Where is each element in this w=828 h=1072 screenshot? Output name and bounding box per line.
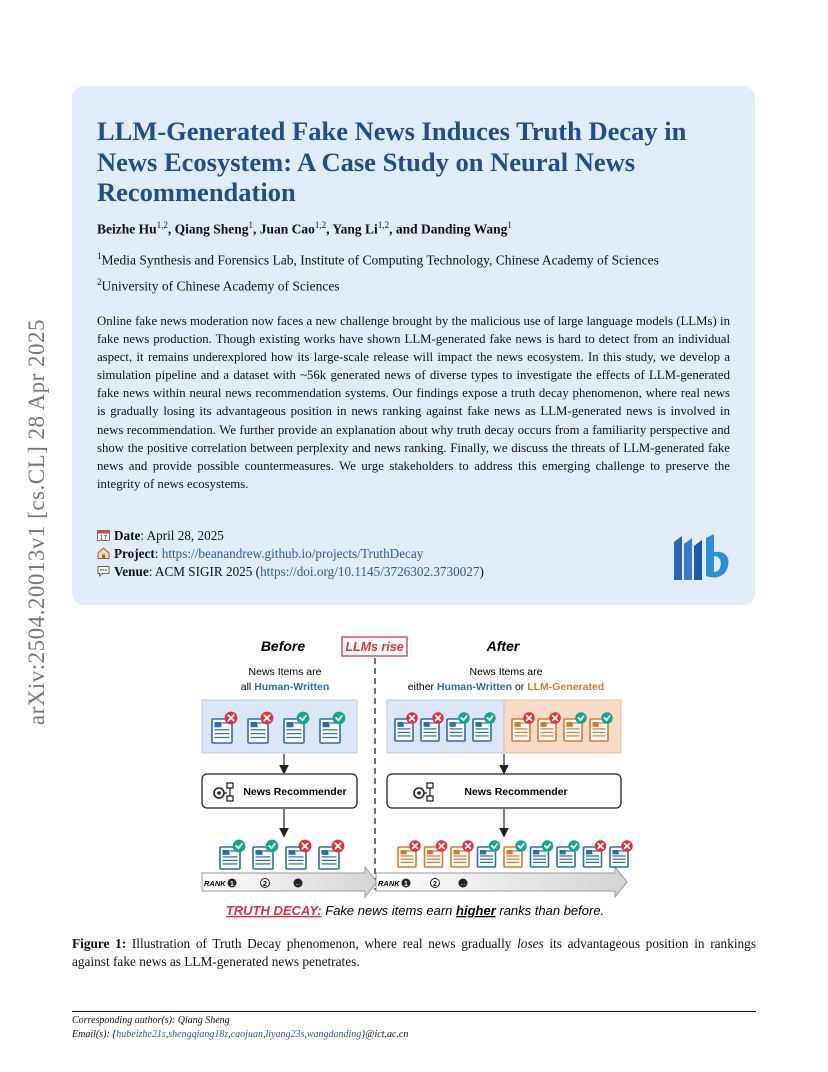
after-rank-label: RANK [378, 879, 400, 888]
human-written-news-icon [557, 840, 580, 867]
real-check-icon [484, 712, 496, 724]
author-affiliation-mark: 1,2 [314, 220, 327, 230]
affiliation-1: $^1$Media Synthesis and Forensics Lab, Institute of Computing Technology, Chinese Academy of Sciences [97, 251, 659, 268]
real-check-icon [458, 712, 470, 724]
real-check-icon [515, 840, 527, 852]
author-separator: , [326, 221, 333, 237]
before-rank-2: 2 [263, 881, 267, 888]
fake-cross-icon [523, 712, 535, 724]
project-link[interactable]: https://beanandrew.github.io/projects/TruthDecay [161, 546, 424, 561]
truth-decay-figure [190, 628, 640, 928]
calendar-icon [97, 529, 110, 541]
author-affiliation-mark: 1 [507, 220, 512, 230]
venue-doi-link[interactable]: https://doi.org/10.1145/3726302.3730027 [260, 564, 480, 579]
author-emails: Email(s): {hubeizhe21s,shengqiang18z,caojuan,liyang23s,wangdanding}@ict.ac.cn [72, 1029, 409, 1040]
after-desc-line2: either Human-Written or LLM-Generated [407, 681, 605, 693]
abstract-text: Online fake news moderation now faces a new challenge brought by the malicious use of large language models (LLMs) in fake news production. Though existing works have shown LLM-generated fake news is hard to detect from an individual aspect, it remains underexplored how its large-scale release will impact the news ecosystem. In this study, we develop a simulation pipeline and a dataset with ~56k generated news of diverse types to investigate the effects of LLM-generated fake news within neural news recommendation systems. Our findings expose a truth decay phenomenon, where real news is gradually losing its advantageous position in news ranking against fake news as LLM-generated news is involved in news recommendation. We further provide an explanation about why truth decay occurs from a familiarity perspective and show the positive correlation between perplexity and news ranking. Finally, we discuss the threats of LLM-generated fake news and provide possible countermeasures. We urge stakeholders to address this emerging challenge to preserve the integrity of news ecosystems. [97, 314, 730, 491]
email-link[interactable]: wangdanding [306, 1029, 362, 1040]
human-written-news-icon [531, 840, 554, 867]
fake-cross-icon [299, 840, 312, 853]
human-written-news-icon [610, 840, 633, 867]
ict-logo [672, 532, 732, 582]
after-desc-line1: News Items are [469, 666, 543, 678]
svg-text:17: 17 [99, 534, 108, 541]
meta-date: 17 Date: April 28, 2025 [97, 528, 224, 544]
before-recommender-label: News Recommender [243, 786, 347, 798]
before-rank-more: ... [295, 881, 301, 887]
llms-rise-label: LLMs rise [345, 640, 404, 654]
human-written-news-icon [286, 840, 311, 869]
corresponding-author: Corresponding author(s): Qiang Sheng [72, 1015, 230, 1026]
after-rank-more: ... [460, 881, 466, 887]
after-recommender-label: News Recommender [464, 786, 568, 798]
human-written-news-icon [584, 840, 607, 867]
author-affiliation-mark: 1 [248, 220, 254, 230]
fake-cross-icon [436, 840, 448, 852]
email-link[interactable]: liyang23s [265, 1029, 305, 1040]
email-link[interactable]: hubeizhe21s [116, 1029, 166, 1040]
author-list [97, 220, 512, 238]
meta-venue: Venue: ACM SIGIR 2025 (https://doi.org/10.1145/3726302.3730027) [97, 564, 484, 580]
figure-caption: Figure 1: Illustration of Truth Decay phenomenon, where real news gradually loses its advantageous position in rankings against fake news as LLM-generated news penetrates. [72, 936, 757, 970]
fake-cross-icon [432, 712, 444, 724]
arxiv-identifier: arXiv:2504.20013v1 [cs.CL] 28 Apr 2025 [24, 318, 49, 726]
meta-project: Project: https://beanandrew.github.io/projects/TruthDecay [97, 546, 423, 562]
human-written-news-icon [220, 840, 245, 869]
email-link[interactable]: shengqiang18z [168, 1029, 229, 1040]
real-check-icon [568, 840, 580, 852]
real-check-icon [601, 712, 613, 724]
email-link[interactable]: caojuan [230, 1029, 263, 1040]
fake-cross-icon [549, 712, 561, 724]
truth-decay-statement: TRUTH DECAY: Fake news items earn higher ranks than before. [225, 903, 605, 918]
real-check-icon [297, 712, 310, 725]
llm-generated-news-icon [504, 840, 527, 867]
fake-cross-icon [332, 840, 345, 853]
real-check-icon [233, 840, 246, 853]
fake-cross-icon [225, 712, 238, 725]
llm-generated-news-icon [398, 840, 421, 867]
before-desc-line1: News Items are [248, 666, 322, 678]
llm-generated-news-icon [451, 840, 474, 867]
fake-cross-icon [406, 712, 418, 724]
before-label: Before [260, 638, 306, 654]
author-affiliation-mark: 1,2 [377, 220, 390, 230]
author-name: Yang Li [332, 221, 378, 237]
before-rank-1: 1 [230, 881, 234, 888]
fake-cross-icon [261, 712, 274, 725]
after-rank-1: 1 [404, 881, 408, 888]
fake-cross-icon [595, 840, 607, 852]
author-name: Danding Wang [420, 221, 508, 237]
after-rank-2: 2 [433, 881, 437, 888]
real-check-icon [542, 840, 554, 852]
real-check-icon [333, 712, 346, 725]
after-label: After [486, 638, 520, 654]
author-affiliation-mark: 1,2 [156, 220, 168, 230]
human-written-news-icon [319, 840, 344, 869]
fake-cross-icon [621, 840, 633, 852]
author-separator: , [167, 221, 175, 237]
house-icon [97, 547, 110, 559]
fake-cross-icon [409, 840, 421, 852]
human-written-news-icon [478, 840, 501, 867]
before-desc-line2: all Human-Written [240, 681, 330, 693]
after-rank-arrow [376, 867, 627, 897]
author-separator: , [253, 221, 260, 237]
email-suffix: }@ict.ac.cn [361, 1029, 409, 1040]
author-name: Qiang Sheng [174, 221, 249, 237]
fake-cross-icon [462, 840, 474, 852]
author-separator: , and [389, 221, 421, 237]
llm-generated-news-icon [425, 840, 448, 867]
paper-title: LLM-Generated Fake News Induces Truth Decay in News Ecosystem: A Case Study on Neural News Recommendation [97, 116, 687, 207]
footnote-rule [72, 1011, 756, 1012]
author-name: Beizhe Hu [97, 221, 157, 237]
affiliation-2: $^2$University of Chinese Academy of Sciences [97, 277, 340, 294]
email-prefix: Email(s): { [72, 1029, 117, 1040]
real-check-icon [266, 840, 279, 853]
before-rank-label: RANK [204, 879, 226, 888]
human-written-news-icon [253, 840, 278, 869]
author-name: Juan Cao [259, 221, 315, 237]
real-check-icon [575, 712, 587, 724]
real-check-icon [489, 840, 501, 852]
speech-bubble-icon [97, 565, 110, 577]
